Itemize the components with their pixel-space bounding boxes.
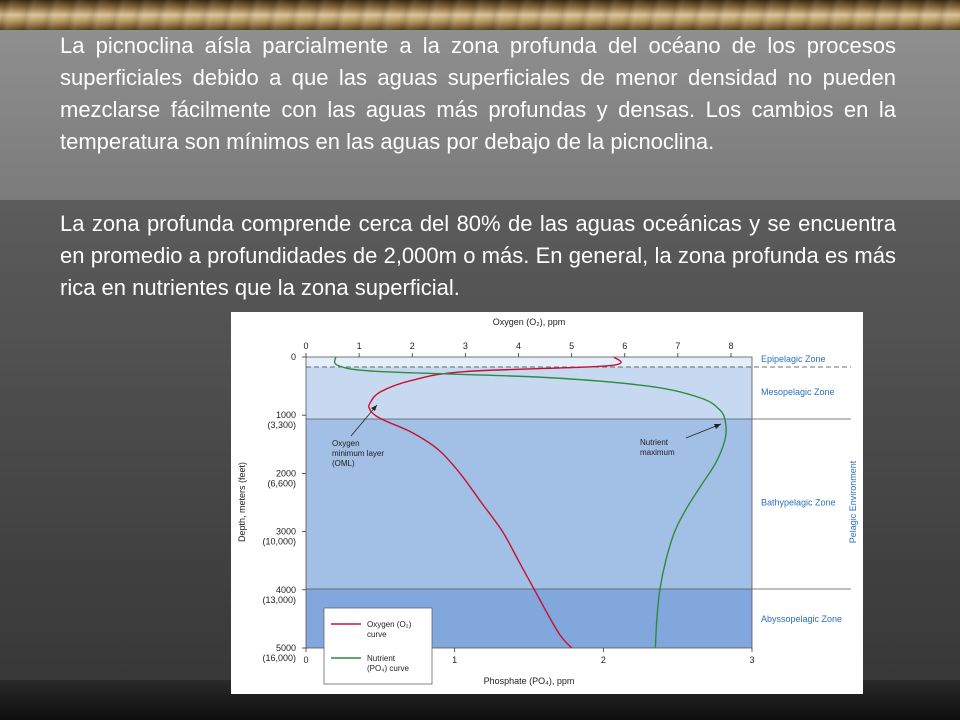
oxygen-tick-label: 0 <box>303 341 309 351</box>
depth-tick-label: 0 <box>290 352 296 362</box>
oxygen-tick-label: 4 <box>515 341 522 351</box>
zone-band-epipelagic <box>306 357 752 367</box>
bottom-axis-title: Phosphate (PO₄), ppm <box>483 676 575 686</box>
zone-band-bathypelagic <box>306 419 752 589</box>
oxygen-tick-label: 1 <box>356 341 362 351</box>
oxygen-tick-label: 8 <box>728 341 734 351</box>
oxygen-tick-label: 7 <box>675 341 681 351</box>
oxygen-tick-label: 6 <box>622 341 628 351</box>
wood-header-strip <box>0 0 960 30</box>
paragraph-pycnocline: La picnoclina aísla parcialmente a la zona profunda del océano de los procesos superficiales debido a que las aguas superficiales de menor densidad no pueden mezclarse fácilmente con las aguas más profundas y densas. Los cambios en la temperatura son mínimos en las aguas por debajo de la picnoclina. <box>60 33 896 154</box>
oml-annotation-line-2: minimum layer <box>332 449 385 458</box>
chart-svg <box>231 312 863 694</box>
depth-tick-label: 4000 <box>275 584 296 595</box>
depth-tick-feet-label: (3,300) <box>267 420 296 431</box>
zone-label: Bathypelagic Zone <box>761 497 836 508</box>
ocean-profile-chart <box>231 312 863 694</box>
depth-tick-label: 1000 <box>275 410 296 421</box>
oml-annotation-line-1: Oxygen <box>332 439 360 448</box>
zone-label: Abyssopelagic Zone <box>761 613 843 624</box>
depth-tick-label: 5000 <box>275 643 296 653</box>
depth-tick-feet-label: (16,000) <box>262 653 296 663</box>
oxygen-tick-label: 2 <box>409 341 415 351</box>
paragraph-deep-zone: La zona profunda comprende cerca del 80% de las aguas oceánicas y se encuentra en promedio a profundidades de 2,000m o más. En general, la zona profunda es más rica en nutrientes que la zona superficial. <box>60 211 896 300</box>
top-axis-title: Oxygen (O₂), ppm <box>492 317 566 327</box>
oxygen-tick-label: 3 <box>462 341 468 351</box>
phosphate-tick-label: 2 <box>600 655 606 665</box>
phosphate-tick-label: 3 <box>749 655 755 665</box>
nutrient-max-annotation-line-2: maximum <box>640 448 675 457</box>
depth-tick-label: 2000 <box>275 468 296 479</box>
depth-tick-feet-label: (6,600) <box>267 478 296 489</box>
oxygen-tick-label: 5 <box>569 341 575 351</box>
legend-nutrient-line-2: (PO₄) curve <box>367 664 409 673</box>
phosphate-tick-label: 1 <box>452 655 458 665</box>
depth-tick-label: 3000 <box>275 526 296 537</box>
zone-label: Epipelagic Zone <box>761 354 826 364</box>
legend-oxygen-line-2: curve <box>367 630 387 639</box>
legend-nutrient-line-1: Nutrient <box>367 654 396 663</box>
oml-annotation-line-3: (OML) <box>332 459 355 468</box>
legend-oxygen-line-1: Oxygen (O₂) <box>367 620 412 629</box>
pelagic-environment-label: Pelagic Environment <box>848 460 858 544</box>
y-axis-title: Depth, meters (feet) <box>237 461 247 543</box>
nutrient-max-annotation-line-1: Nutrient <box>640 438 669 447</box>
zone-label: Mesopelagic Zone <box>761 386 835 397</box>
depth-tick-feet-label: (13,000) <box>262 594 296 605</box>
depth-tick-feet-label: (10,000) <box>262 536 296 547</box>
phosphate-tick-label: 0 <box>303 655 309 665</box>
